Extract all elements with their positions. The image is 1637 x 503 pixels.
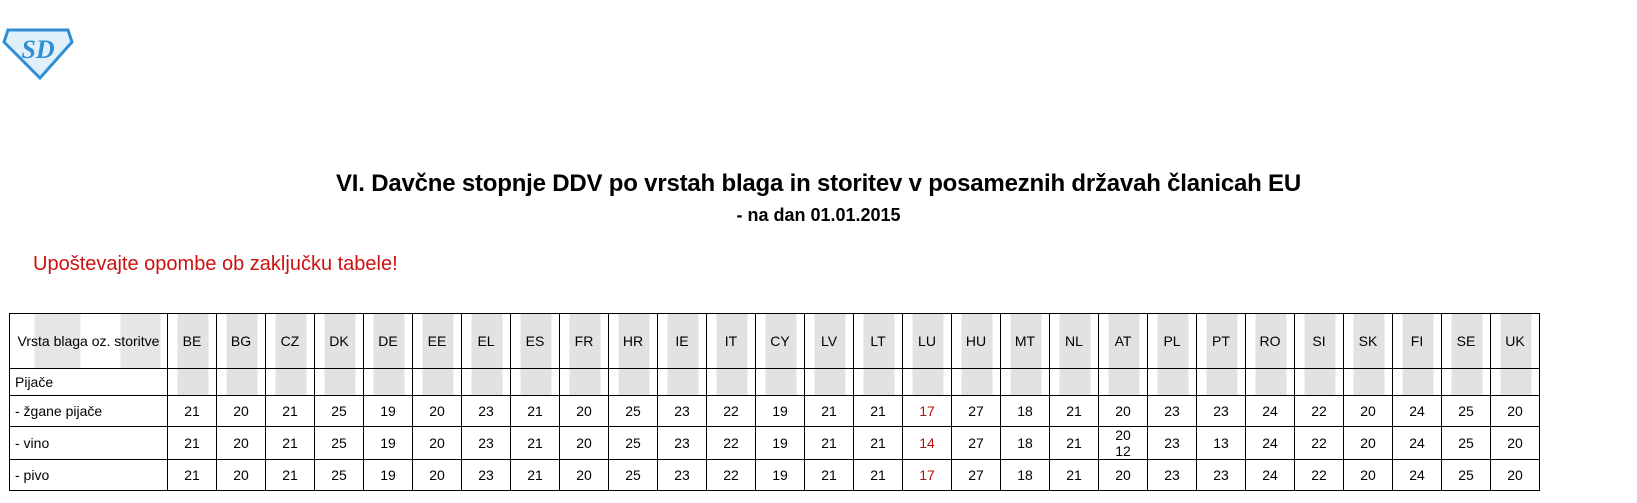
section-cell (1344, 369, 1393, 396)
rate-cell-hu: 27 (952, 460, 1001, 491)
rate-cell-lv: 21 (805, 460, 854, 491)
rate-cell-cz: 21 (266, 427, 315, 460)
rate-cell-uk: 20 (1491, 396, 1540, 427)
rate-cell-si: 22 (1295, 427, 1344, 460)
column-header-be: BE (168, 314, 217, 369)
rate-cell-pl: 23 (1148, 396, 1197, 427)
rate-cell-be: 21 (168, 427, 217, 460)
rate-cell-hu: 27 (952, 396, 1001, 427)
rate-cell-de: 19 (364, 427, 413, 460)
rate-cell-nl: 21 (1050, 460, 1099, 491)
rate-cell-ie: 23 (658, 427, 707, 460)
rate-cell-sk: 20 (1344, 460, 1393, 491)
rate-cell-fr: 20 (560, 396, 609, 427)
rate-cell-hr: 25 (609, 396, 658, 427)
rate-cell-lu: 14 (903, 427, 952, 460)
rate-cell-mt: 18 (1001, 460, 1050, 491)
section-cell (952, 369, 1001, 396)
rate-cell-es: 21 (511, 460, 560, 491)
rate-cell-hu: 27 (952, 427, 1001, 460)
rate-cell-nl: 21 (1050, 396, 1099, 427)
rate-cell-lt: 21 (854, 427, 903, 460)
section-cell (1099, 369, 1148, 396)
column-header-it: IT (707, 314, 756, 369)
rate-cell-at: 20 (1099, 460, 1148, 491)
page-subtitle: - na dan 01.01.2015 (736, 205, 901, 225)
rate-cell-be: 21 (168, 460, 217, 491)
table-row (10, 427, 1540, 460)
column-header-at: AT (1099, 314, 1148, 369)
column-header-pl: PL (1148, 314, 1197, 369)
section-row (10, 369, 1540, 396)
column-header-fi: FI (1393, 314, 1442, 369)
column-header-ro: RO (1246, 314, 1295, 369)
section-cell (756, 369, 805, 396)
column-header-mt: MT (1001, 314, 1050, 369)
column-header-si: SI (1295, 314, 1344, 369)
column-header-lv: LV (805, 314, 854, 369)
rate-cell-uk: 20 (1491, 460, 1540, 491)
table-row (10, 460, 1540, 491)
rate-cell-ee: 20 (413, 427, 462, 460)
section-cell (658, 369, 707, 396)
column-header-lu: LU (903, 314, 952, 369)
rate-cell-mt: 18 (1001, 396, 1050, 427)
section-cell (511, 369, 560, 396)
section-cell (266, 369, 315, 396)
rate-cell-el: 23 (462, 460, 511, 491)
rate-cell-hr: 25 (609, 460, 658, 491)
rate-cell-ro: 24 (1246, 460, 1295, 491)
column-header-ee: EE (413, 314, 462, 369)
table-header-row (10, 314, 1540, 369)
row-label: - pivo (10, 460, 168, 491)
rate-cell-fi: 24 (1393, 396, 1442, 427)
rate-cell-pl: 23 (1148, 460, 1197, 491)
page-title: VI. Davčne stopnje DDV po vrstah blaga in storitev v posameznih državah članicah EU (335, 170, 1301, 197)
rate-cell-fr: 20 (560, 427, 609, 460)
column-header-sk: SK (1344, 314, 1393, 369)
section-cell (168, 369, 217, 396)
column-header-cy: CY (756, 314, 805, 369)
vat-rates-table (9, 313, 1540, 491)
rate-cell-dk: 25 (315, 396, 364, 427)
column-header-ie: IE (658, 314, 707, 369)
section-label: Pijače (10, 369, 168, 396)
rate-cell-lt: 21 (854, 396, 903, 427)
rate-cell-se: 25 (1442, 396, 1491, 427)
rate-cell-uk: 20 (1491, 427, 1540, 460)
section-cell (1148, 369, 1197, 396)
rate-cell-it: 22 (707, 460, 756, 491)
column-header-bg: BG (217, 314, 266, 369)
column-header-cz: CZ (266, 314, 315, 369)
section-cell (560, 369, 609, 396)
section-cell (1442, 369, 1491, 396)
section-cell (364, 369, 413, 396)
warning-note: Upoštevajte opombe ob zaključku tabele! (33, 253, 398, 275)
rate-cell-lt: 21 (854, 460, 903, 491)
sd-logo (2, 22, 74, 80)
rate-cell-cz: 21 (266, 460, 315, 491)
rate-cell-si: 22 (1295, 460, 1344, 491)
rate-cell-es: 21 (511, 396, 560, 427)
rate-cell-el: 23 (462, 396, 511, 427)
column-header-es: ES (511, 314, 560, 369)
rate-cell-pl: 23 (1148, 427, 1197, 460)
section-cell (315, 369, 364, 396)
rate-cell-ie: 23 (658, 460, 707, 491)
rate-cell-se: 25 (1442, 460, 1491, 491)
rate-cell-at: 20 (1099, 396, 1148, 427)
rate-cell-mt: 18 (1001, 427, 1050, 460)
column-header-lt: LT (854, 314, 903, 369)
rate-cell-cy: 19 (756, 427, 805, 460)
rate-cell-lv: 21 (805, 427, 854, 460)
rate-cell-cz: 21 (266, 396, 315, 427)
column-header-hu: HU (952, 314, 1001, 369)
rate-cell-cy: 19 (756, 396, 805, 427)
section-cell (609, 369, 658, 396)
svg-text:SD: SD (21, 35, 55, 64)
section-cell (1491, 369, 1540, 396)
rate-cell-it: 22 (707, 427, 756, 460)
rate-cell-es: 21 (511, 427, 560, 460)
rate-cell-lu: 17 (903, 460, 952, 491)
rate-cell-de: 19 (364, 460, 413, 491)
rate-cell-sk: 20 (1344, 396, 1393, 427)
rate-cell-ie: 23 (658, 396, 707, 427)
rate-cell-de: 19 (364, 396, 413, 427)
rate-cell-bg: 20 (217, 427, 266, 460)
rate-cell-fi: 24 (1393, 427, 1442, 460)
section-cell (854, 369, 903, 396)
rate-cell-ee: 20 (413, 460, 462, 491)
rate-cell-sk: 20 (1344, 427, 1393, 460)
column-header-de: DE (364, 314, 413, 369)
rate-cell-el: 23 (462, 427, 511, 460)
rate-cell-si: 22 (1295, 396, 1344, 427)
column-header-pt: PT (1197, 314, 1246, 369)
column-header-uk: UK (1491, 314, 1540, 369)
section-cell (462, 369, 511, 396)
section-cell (707, 369, 756, 396)
section-cell (1001, 369, 1050, 396)
column-header-se: SE (1442, 314, 1491, 369)
section-cell (1393, 369, 1442, 396)
rate-cell-fr: 20 (560, 460, 609, 491)
rate-cell-fi: 24 (1393, 460, 1442, 491)
rate-cell-cy: 19 (756, 460, 805, 491)
rate-cell-lu: 17 (903, 396, 952, 427)
section-cell (1246, 369, 1295, 396)
section-cell (1295, 369, 1344, 396)
column-header-el: EL (462, 314, 511, 369)
rate-cell-bg: 20 (217, 396, 266, 427)
rate-cell-dk: 25 (315, 427, 364, 460)
rate-cell-ro: 24 (1246, 427, 1295, 460)
column-header-nl: NL (1050, 314, 1099, 369)
rate-cell-ro: 24 (1246, 396, 1295, 427)
rate-cell-pt: 23 (1197, 460, 1246, 491)
column-header-fr: FR (560, 314, 609, 369)
rate-cell-bg: 20 (217, 460, 266, 491)
rate-cell-nl: 21 (1050, 427, 1099, 460)
section-cell (1050, 369, 1099, 396)
section-cell (413, 369, 462, 396)
rate-cell-at: 20 12 (1099, 427, 1148, 460)
section-cell (217, 369, 266, 396)
rate-cell-hr: 25 (609, 427, 658, 460)
column-header-dk: DK (315, 314, 364, 369)
rate-cell-dk: 25 (315, 460, 364, 491)
rate-cell-be: 21 (168, 396, 217, 427)
section-cell (805, 369, 854, 396)
column-header-label: Vrsta blaga oz. storitve (10, 314, 168, 369)
rate-cell-pt: 13 (1197, 427, 1246, 460)
rate-cell-lv: 21 (805, 396, 854, 427)
rate-cell-se: 25 (1442, 427, 1491, 460)
row-label: - žgane pijače (10, 396, 168, 427)
rate-cell-it: 22 (707, 396, 756, 427)
rate-cell-ee: 20 (413, 396, 462, 427)
table-row (10, 396, 1540, 427)
section-cell (1197, 369, 1246, 396)
section-cell (903, 369, 952, 396)
column-header-hr: HR (609, 314, 658, 369)
row-label: - vino (10, 427, 168, 460)
rate-cell-pt: 23 (1197, 396, 1246, 427)
